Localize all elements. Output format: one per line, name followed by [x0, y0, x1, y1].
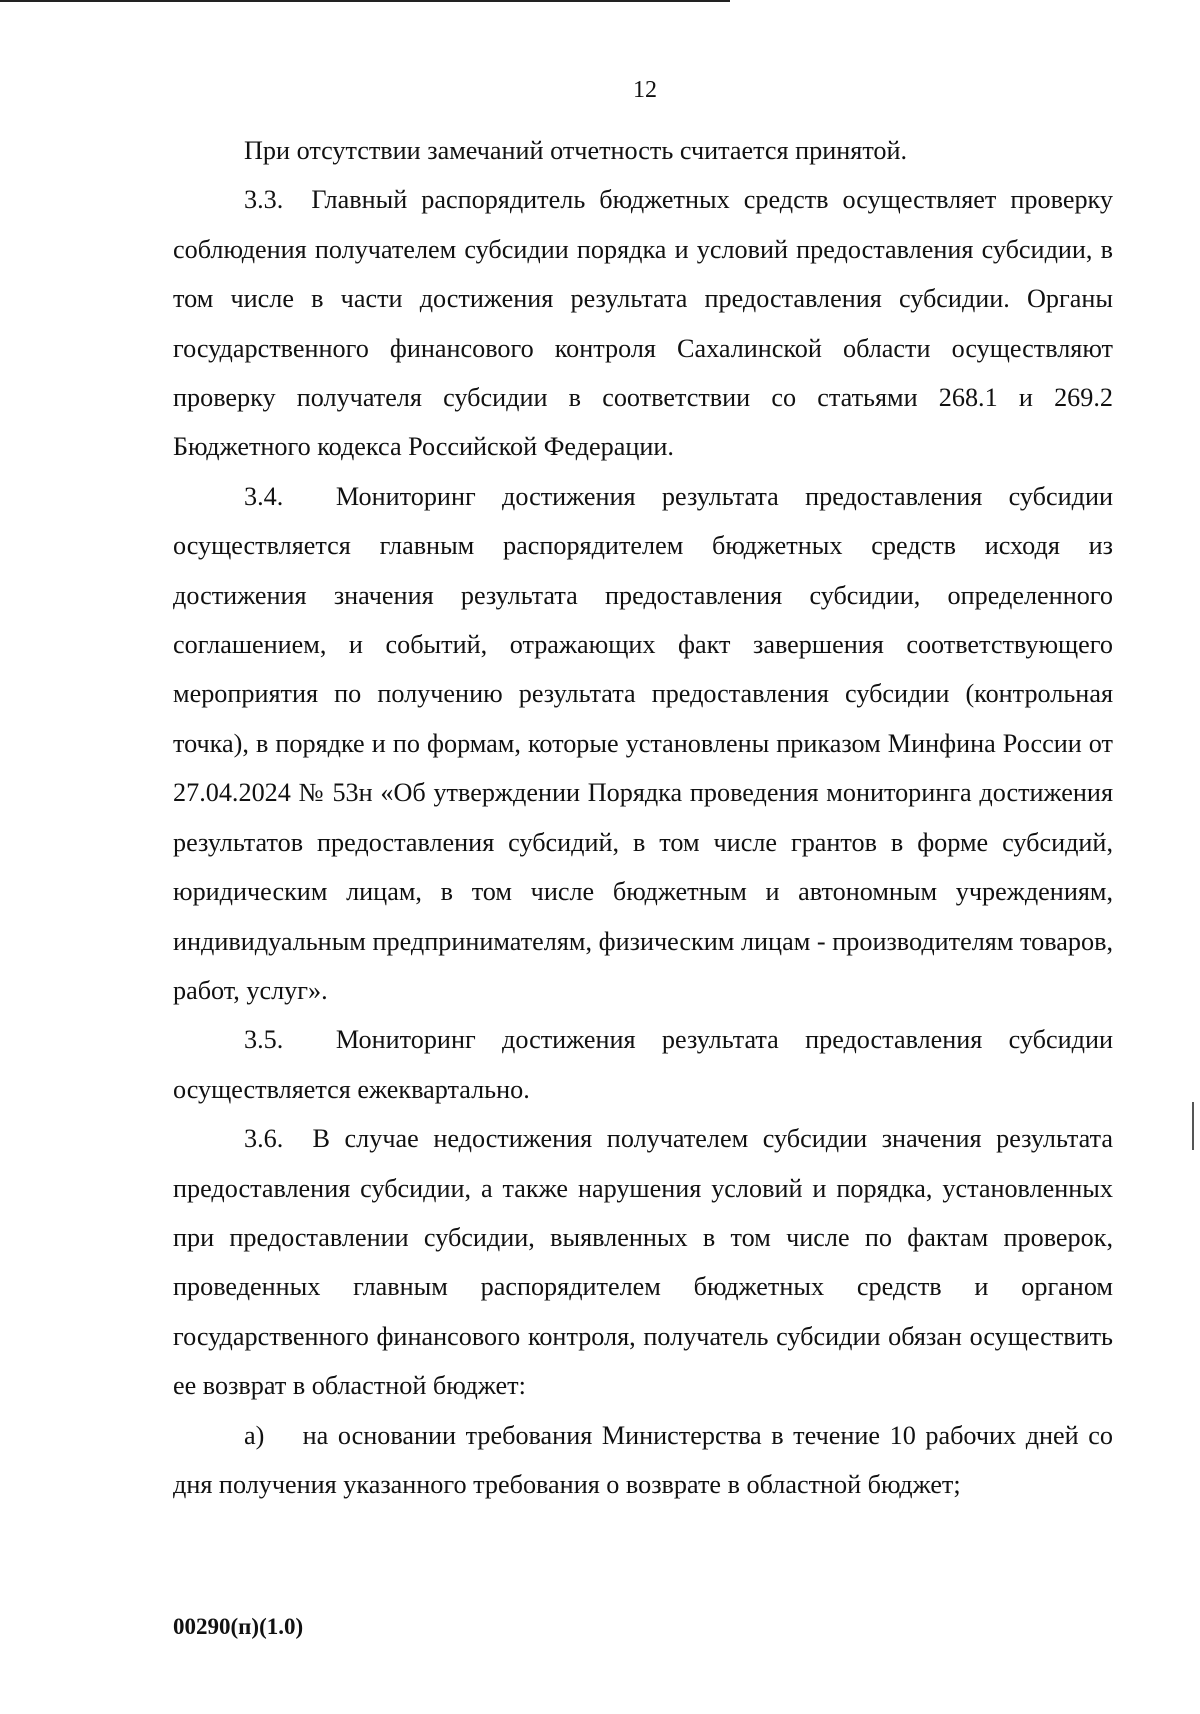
page-number: 12 [633, 77, 657, 103]
paragraph-3-6: 3.6. В случае недостижения получателем субсидии значения результата предоставления субсидии, а также нарушения условий и порядка, установленных при предоставлении субсидии, выявленных в том числе по фактам проверок, проведенных главным распорядителем бюджетных средств и органом государственного финансового контроля, получатель субсидии обязан осуществить ее возврат в областной бюджет: [173, 1124, 1113, 1401]
paragraph-item-a: а) на основании требования Министерства в течение 10 рабочих дней со дня получения указанного требования о возврате в областной бюджет; [173, 1420, 1113, 1499]
footer-form-code: 00290(п)(1.0) [173, 1614, 304, 1639]
margin-mark [1192, 1102, 1194, 1150]
top-border-line [0, 0, 730, 2]
paragraph-3-4: 3.4. Мониторинг достижения результата предоставления субсидии осуществляется главным распорядителем бюджетных средств исходя из достижения значения результата предоставления субсидии, определенного соглашением, и событий, отражающих факт завершения соответствующего мероприятия по получению результата предоставления субсидии (контрольная точка), в порядке и по формам, которые установлены приказом Минфина России от 27.04.2024 № 53н «Об утверждении Порядка проведения мониторинга достижения результатов предоставления субсидий, в том числе грантов в форме субсидий, юридическим лицам, в том числе бюджетным и автономным учреждениям, индивидуальным предпринимателям, физическим лицам - производителям товаров, работ, услуг». [173, 481, 1113, 1005]
body-text [173, 126, 1113, 1509]
paragraph-3-3: 3.3. Главный распорядитель бюджетных средств осуществляет проверку соблюдения получателем субсидии порядка и условий предоставления субсидии, в том числе в части достижения результата предоставления субсидии. Органы государственного финансового контроля Сахалинской области осуществляют проверку получателя субсидии в соответствии со статьями 268.1 и 269.2 Бюджетного кодекса Российской Федерации. [173, 185, 1113, 462]
paragraph-3-5: 3.5. Мониторинг достижения результата предоставления субсидии осуществляется ежеквартально. [173, 1025, 1113, 1104]
paragraph-report-accepted: При отсутствии замечаний отчетность считается принятой. [244, 136, 908, 165]
